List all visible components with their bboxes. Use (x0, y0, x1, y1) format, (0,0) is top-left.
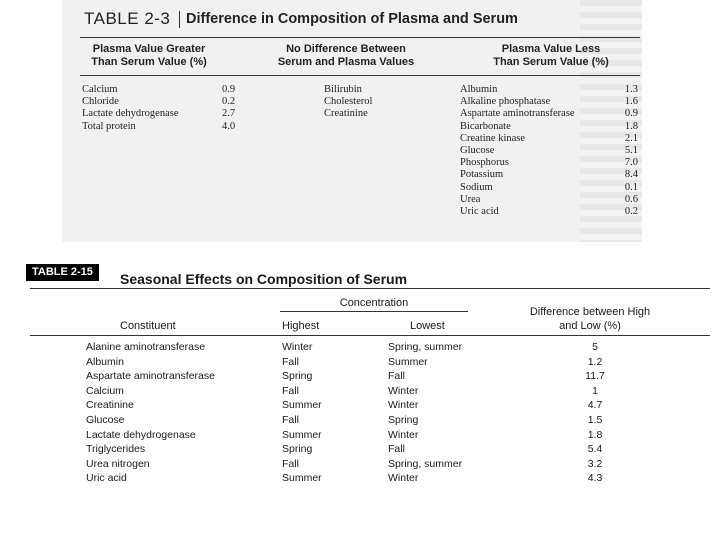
table-2-15-label: TABLE 2-15 (26, 264, 99, 281)
row-constituent: Creatinine (86, 399, 134, 412)
less-item-value: 8.4 (624, 169, 638, 181)
table-2-3-label: TABLE 2-3 (84, 9, 171, 28)
table-2-3-header-rule (80, 75, 640, 76)
less-item-value: 1.3 (624, 84, 638, 95)
table-2-3-title: Difference in Composition of Plasma and Serum (186, 11, 518, 27)
row-difference: 5.4 (587, 443, 603, 456)
greater-item-name: Lactate dehydrogenase (82, 108, 179, 120)
table-2-3-top-rule (80, 37, 640, 38)
row-highest: Winter (282, 341, 313, 353)
row-lowest: Fall (388, 370, 405, 383)
less-item-name: Glucose (460, 145, 495, 156)
nodiff-item-name: Creatinine (324, 108, 368, 120)
row-highest: Fall (282, 414, 299, 426)
row-highest: Spring (282, 370, 313, 383)
less-item-name: Potassium (460, 169, 504, 181)
table-2-3 (62, 0, 642, 242)
less-item-value: 1.8 (624, 120, 638, 132)
greater-item-value: 0.2 (222, 96, 236, 108)
less-item-value: 0.6 (624, 193, 638, 205)
row-highest: Fall (282, 355, 299, 368)
greater-item-name: Total protein (82, 120, 136, 132)
less-item-value: 5.1 (624, 145, 638, 156)
row-difference: 4.7 (587, 399, 603, 412)
header-plasma-greater: Plasma Value Greater Than Serum Value (%) (91, 43, 207, 68)
less-item-name: Creatine kinase (460, 132, 526, 144)
row-lowest: Winter (388, 399, 419, 412)
row-highest: Summer (282, 428, 322, 441)
header-no-difference: No Difference Between Serum and Plasma Values (277, 43, 415, 68)
title-separator (179, 11, 180, 28)
nodiff-item-name: Bilirubin (324, 84, 362, 95)
less-item-name: Uric acid (460, 206, 499, 217)
row-constituent: Calcium (86, 384, 124, 397)
row-lowest: Spring (388, 414, 419, 426)
less-item-name: Alkaline phosphatase (460, 96, 551, 108)
row-highest: Spring (282, 443, 313, 456)
table-2-15-top-rule (30, 288, 710, 289)
less-item-value: 0.9 (624, 108, 638, 120)
table-2-15-title: Seasonal Effects on Composition of Serum (120, 271, 408, 287)
row-constituent: Triglycerides (86, 443, 146, 456)
row-highest: Summer (282, 472, 322, 485)
greater-item-value: 0.9 (222, 84, 236, 95)
row-lowest: Spring, summer (388, 341, 463, 353)
less-item-value: 1.6 (624, 96, 638, 108)
less-item-value: 2.1 (624, 132, 638, 144)
row-constituent: Uric acid (86, 472, 127, 485)
row-highest: Summer (282, 399, 322, 412)
row-lowest: Winter (388, 384, 419, 397)
row-lowest: Summer (388, 355, 428, 368)
greater-item-value: 4.0 (222, 120, 236, 132)
row-constituent: Urea nitrogen (86, 457, 150, 470)
row-constituent: Glucose (86, 414, 125, 426)
header-concentration: Concentration (339, 297, 409, 309)
row-difference: 1.5 (587, 414, 603, 426)
less-item-value: 0.1 (624, 181, 638, 193)
row-difference: 1 (592, 384, 598, 397)
less-item-name: Bicarbonate (460, 120, 511, 132)
row-lowest: Winter (388, 472, 419, 485)
less-item-name: Sodium (460, 181, 493, 193)
header-highest: Highest (282, 320, 320, 332)
less-item-name: Phosphorus (460, 157, 510, 169)
row-lowest: Spring, summer (388, 457, 463, 470)
row-highest: Fall (282, 384, 299, 397)
header-lowest: Lowest (410, 320, 445, 332)
row-difference: 1.8 (587, 428, 603, 441)
less-item-value: 0.2 (624, 206, 638, 217)
row-difference: 11.7 (585, 370, 605, 383)
table-2-15-header-rule (30, 335, 710, 336)
header-plasma-less: Plasma Value Less Than Serum Value (%) (493, 43, 609, 68)
row-difference: 3.2 (587, 457, 603, 470)
nodiff-item-name: Cholesterol (324, 96, 373, 108)
row-constituent: Aspartate aminotransferase (86, 370, 215, 383)
greater-item-name: Calcium (82, 84, 118, 95)
less-item-name: Urea (460, 193, 481, 205)
header-constituent: Constituent (120, 320, 176, 332)
less-item-value: 7.0 (624, 157, 638, 169)
concentration-rule (280, 311, 468, 312)
row-highest: Fall (282, 457, 299, 470)
row-lowest: Winter (388, 428, 419, 441)
greater-item-name: Chloride (82, 96, 119, 108)
less-item-name: Aspartate aminotransferase (460, 108, 575, 120)
row-constituent: Lactate dehydrogenase (86, 428, 196, 441)
row-difference: 5 (592, 341, 598, 353)
less-item-name: Albumin (460, 84, 498, 95)
row-lowest: Fall (388, 443, 405, 456)
row-constituent: Albumin (86, 355, 124, 368)
header-difference: Difference between High and Low (%) (529, 306, 651, 332)
greater-item-value: 2.7 (222, 108, 236, 120)
row-constituent: Alanine aminotransferase (86, 341, 206, 353)
row-difference: 4.3 (587, 472, 603, 485)
row-difference: 1.2 (587, 355, 603, 368)
